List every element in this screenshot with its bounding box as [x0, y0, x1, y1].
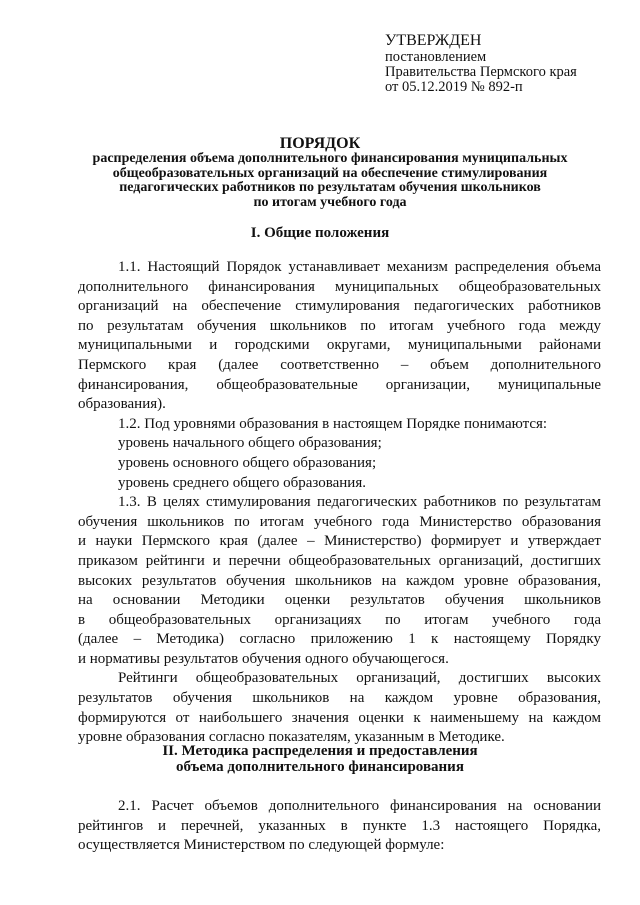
list-item: уровень среднего общего образования. — [118, 474, 366, 491]
subtitle-line: по итогам учебного года — [253, 194, 407, 210]
approval-line: Правительства Пермского края — [385, 64, 577, 80]
paragraph-line: на основании Методики оценки результатов обучения школьников — [78, 592, 601, 609]
list-item: уровень начального общего образования; — [118, 435, 382, 452]
paragraph-line: (далее – Методика) согласно приложению 1 к настоящему Порядку — [78, 631, 601, 648]
paragraph-line: и нормативы результатов обучения одного обучающегося. — [78, 650, 449, 667]
section-2-body — [78, 797, 601, 856]
approval-line: постановлением — [385, 49, 487, 65]
paragraph-line: обучения школьников по итогам учебного года Министерство образования — [78, 513, 601, 530]
paragraph-line: рейтингов и перечней, указанных в пункте 1.3 настоящего Порядка, — [78, 817, 601, 834]
approval-heading: УТВЕРЖДЕН — [385, 32, 482, 49]
section-2-title — [40, 743, 600, 775]
paragraph-line: 1.1. Настоящий Порядок устанавливает механизм распределения объема — [118, 259, 601, 275]
paragraph-line: в общеобразовательных организациях по итогам учебного года — [78, 611, 601, 628]
paragraph-line: приказом рейтинги и перечни общеобразовательных организаций, достигших — [78, 552, 601, 569]
subtitle-line: педагогических работников по результатам обучения школьников — [119, 180, 541, 195]
paragraph-line: организаций на обеспечение стимулирования педагогических работников — [78, 298, 601, 315]
paragraph-line: по результатам обучения школьников по итогам учебного года между — [78, 317, 601, 334]
section-2-title-line: II. Методика распределения и предоставления — [162, 743, 478, 759]
paragraph-line: Рейтинги общеобразовательных организаций, достигших высоких — [118, 670, 601, 687]
approval-date: от 05.12.2019 № 892-п — [385, 79, 523, 95]
list-item: уровень основного общего образования; — [118, 454, 377, 471]
paragraph-line: дополнительного финансирования муниципальных общеобразовательных — [78, 278, 601, 295]
paragraph-line: финансирования, общеобразовательные организации, муниципальные — [78, 376, 601, 393]
paragraph-line: результатов обучения школьников на каждом уровне образования, — [78, 690, 601, 707]
paragraph-line: образования). — [78, 396, 166, 413]
paragraph-line: 1.2. Под уровнями образования в настоящем Порядке понимаются: — [118, 415, 548, 432]
paragraph-line: муниципальными и городскими округами, муниципальными районами — [78, 337, 601, 354]
paragraph-line: 1.3. В целях стимулирования педагогических работников по результатам — [118, 494, 601, 511]
paragraph-line: осуществляется Министерством по следующей формуле: — [78, 837, 445, 854]
document-subtitle — [60, 152, 600, 210]
paragraph-line: уровне образования согласно показателям, указанным в Методике. — [78, 729, 505, 746]
section-1-body — [78, 258, 601, 748]
subtitle-line: общеобразовательных организаций на обеспечение стимулирования — [112, 165, 548, 181]
section-1-title: I. Общие положения — [250, 225, 390, 241]
paragraph-line: Пермского края (далее соответственно – объем дополнительного — [78, 356, 601, 373]
subtitle-line: распределения объема дополнительного финансирования муниципальных — [92, 151, 568, 166]
approval-stamp — [385, 32, 577, 95]
paragraph-line: формируются от наибольшего значения оценки к наименьшему на каждом — [78, 709, 601, 726]
paragraph-line: и науки Пермского края (далее – Министерство) формирует и утверждает — [78, 533, 601, 550]
section-2-title-line: объема дополнительного финансирования — [176, 759, 464, 775]
document-title: ПОРЯДОК — [279, 135, 361, 152]
paragraph-line: высоких результатов обучения школьников на каждом уровне образования, — [78, 572, 601, 589]
paragraph-line: 2.1. Расчет объемов дополнительного финансирования на основании — [118, 798, 601, 814]
